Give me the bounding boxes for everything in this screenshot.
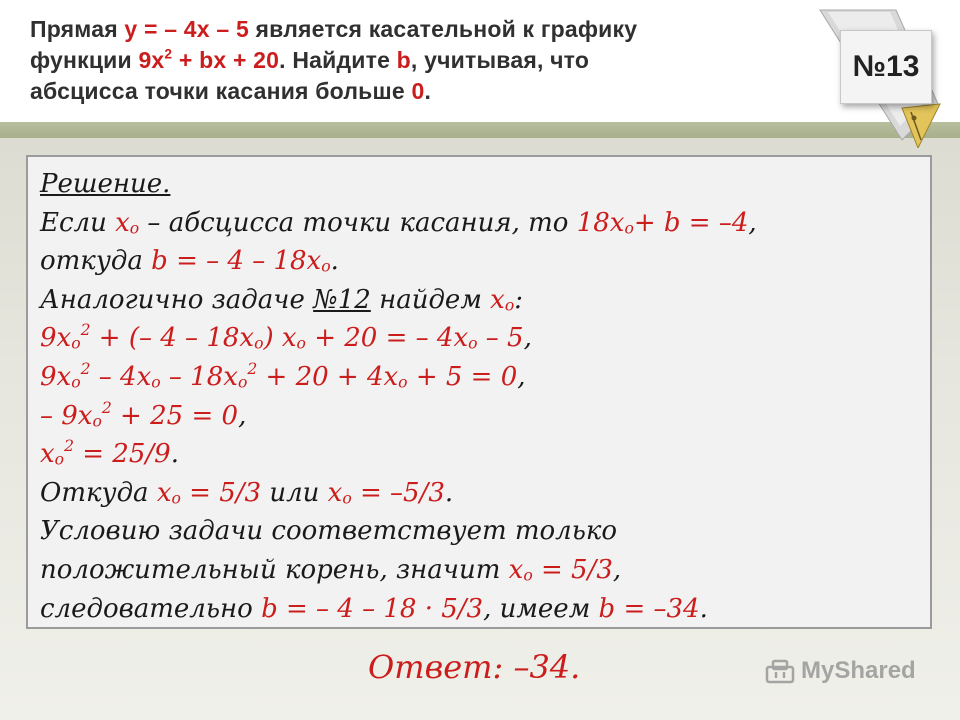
subscript: o xyxy=(54,450,65,469)
task-function xyxy=(138,47,279,73)
math-expression: b = – 4 – 18 · 5/3 xyxy=(261,593,484,624)
solution-line-9: Условию задачи соответствует только xyxy=(40,516,618,547)
task-variable: b xyxy=(396,47,411,73)
task-text: . xyxy=(424,78,432,104)
math-term: + b = –4 xyxy=(633,207,749,238)
solution-text-run: , имеем xyxy=(483,593,599,624)
math-expression xyxy=(151,246,330,276)
task-line-2 xyxy=(30,45,790,76)
solution-line-3 xyxy=(40,281,920,320)
solution-line-8 xyxy=(40,474,920,513)
math-term: x xyxy=(40,439,55,470)
subscript: o xyxy=(71,373,81,392)
math-expression xyxy=(40,323,524,353)
subscript: o xyxy=(296,334,306,353)
solution-text-run: – абсцисса точки касания, то xyxy=(139,207,577,238)
solution-line-7 xyxy=(40,435,920,474)
math-term: = 5/3 xyxy=(532,554,613,585)
math-term: x xyxy=(156,477,172,508)
math-term: + 20 + 4x xyxy=(257,361,399,392)
math-term: ) x xyxy=(263,323,297,354)
exponent: 2 xyxy=(80,321,91,340)
subscript: o xyxy=(237,373,248,392)
math-expression xyxy=(509,555,613,585)
solution-box xyxy=(26,155,932,629)
exponent: 2 xyxy=(247,360,258,379)
punctuation: . xyxy=(330,246,339,277)
punctuation: . xyxy=(699,593,708,624)
math-expression xyxy=(40,362,517,392)
punctuation: , xyxy=(612,554,622,585)
math-term: 18x xyxy=(576,207,625,238)
subscript: o xyxy=(92,411,102,430)
exponent: 2 xyxy=(101,398,112,417)
solution-line-2 xyxy=(40,242,920,281)
subscript: o xyxy=(151,373,161,392)
solution-text-run: следовательно xyxy=(40,593,262,624)
math-term: + 25 = 0 xyxy=(111,400,239,431)
subscript: o xyxy=(254,334,264,353)
math-term: + 5 = 0 xyxy=(407,361,518,392)
solution-text-run: Если xyxy=(40,207,116,238)
punctuation: . xyxy=(170,439,179,470)
math-term: x xyxy=(327,477,343,508)
subscript: o xyxy=(171,489,181,508)
solution-text-run: или xyxy=(261,477,328,508)
solution-heading: Решение. xyxy=(40,169,171,199)
task-line-1 xyxy=(30,14,790,45)
badge-label: №13 xyxy=(852,50,920,83)
math-term: 9x xyxy=(40,323,72,354)
math-expression xyxy=(490,285,514,315)
solution-text-run: положительный корень, значит xyxy=(40,554,509,585)
answer-text: Ответ: –34. xyxy=(368,648,581,686)
solution-line-10 xyxy=(40,551,920,590)
exponent: 2 xyxy=(64,437,74,456)
task-text: , учитывая, что xyxy=(410,47,590,73)
math-term: x xyxy=(490,284,505,315)
watermark-text: MyShared xyxy=(801,657,916,684)
math-term: 9x xyxy=(40,361,72,392)
exponent: 2 xyxy=(80,360,91,379)
math-expression xyxy=(115,208,139,238)
subscript: o xyxy=(321,257,331,276)
math-term: = –5/3 xyxy=(351,477,445,508)
math-expression xyxy=(40,398,239,431)
exponent: 2 xyxy=(164,46,173,62)
math-term: – 9x xyxy=(40,400,93,431)
subscript: o xyxy=(129,218,140,237)
math-expression xyxy=(40,439,171,469)
solution-text-run: Откуда xyxy=(40,477,157,508)
punctuation: , xyxy=(523,323,532,354)
punctuation: , xyxy=(517,361,526,392)
problem-badge-area xyxy=(810,8,960,148)
subscript: o xyxy=(504,296,515,315)
math-term: b = – 4 – 18x xyxy=(151,246,322,277)
watermark xyxy=(765,654,916,688)
task-text: абсцисса точки касания больше xyxy=(30,78,412,104)
solution-text-run: найдем xyxy=(370,284,491,315)
subscript: o xyxy=(71,334,81,353)
task-text: . Найдите xyxy=(279,47,397,73)
problem-number-badge xyxy=(840,30,932,104)
punctuation: : xyxy=(514,284,523,315)
task-text: функции xyxy=(30,47,139,73)
math-term: x xyxy=(115,207,130,238)
subscript: o xyxy=(398,373,408,392)
punctuation: . xyxy=(444,477,454,508)
punctuation: , xyxy=(238,400,247,431)
solution-line-11 xyxy=(40,590,920,629)
math-term: – 5 xyxy=(477,323,524,354)
math-expression: b = –34 xyxy=(598,593,700,624)
subscript: o xyxy=(624,218,634,237)
task-statement xyxy=(30,14,790,107)
solution-text-run: Аналогично задаче xyxy=(40,284,314,315)
solution-line-5 xyxy=(40,358,920,397)
problem-reference: №12 xyxy=(313,284,371,315)
solution-text xyxy=(40,165,920,628)
subscript: o xyxy=(523,566,533,585)
math-expression xyxy=(577,208,749,238)
math-term: x xyxy=(508,554,524,585)
math-expression xyxy=(328,478,445,508)
task-line-equation: y = – 4x – 5 xyxy=(124,16,249,42)
task-text: Прямая xyxy=(30,16,125,42)
punctuation: , xyxy=(748,207,757,238)
subscript: o xyxy=(342,489,352,508)
math-term: + (– 4 – 18x xyxy=(90,323,255,354)
math-term: – 4x xyxy=(90,361,152,392)
myshared-logo-icon xyxy=(765,658,795,684)
math-term: – 18x xyxy=(160,361,238,392)
solution-line-4 xyxy=(40,319,920,358)
math-term: = 25/9 xyxy=(73,439,171,470)
solution-line-6 xyxy=(40,397,920,436)
task-text: является касательной к графику xyxy=(248,16,638,42)
task-value: 0 xyxy=(411,78,425,104)
task-line-3 xyxy=(30,76,790,107)
function-term: 9x xyxy=(138,47,165,73)
solution-text-run: откуда xyxy=(40,246,152,277)
math-term: + 20 = – 4x xyxy=(305,323,469,354)
math-expression xyxy=(157,478,261,508)
math-term: = 5/3 xyxy=(180,477,262,508)
solution-line-1 xyxy=(40,204,920,243)
function-term: + bx + 20 xyxy=(172,47,280,73)
subscript: o xyxy=(468,334,478,353)
